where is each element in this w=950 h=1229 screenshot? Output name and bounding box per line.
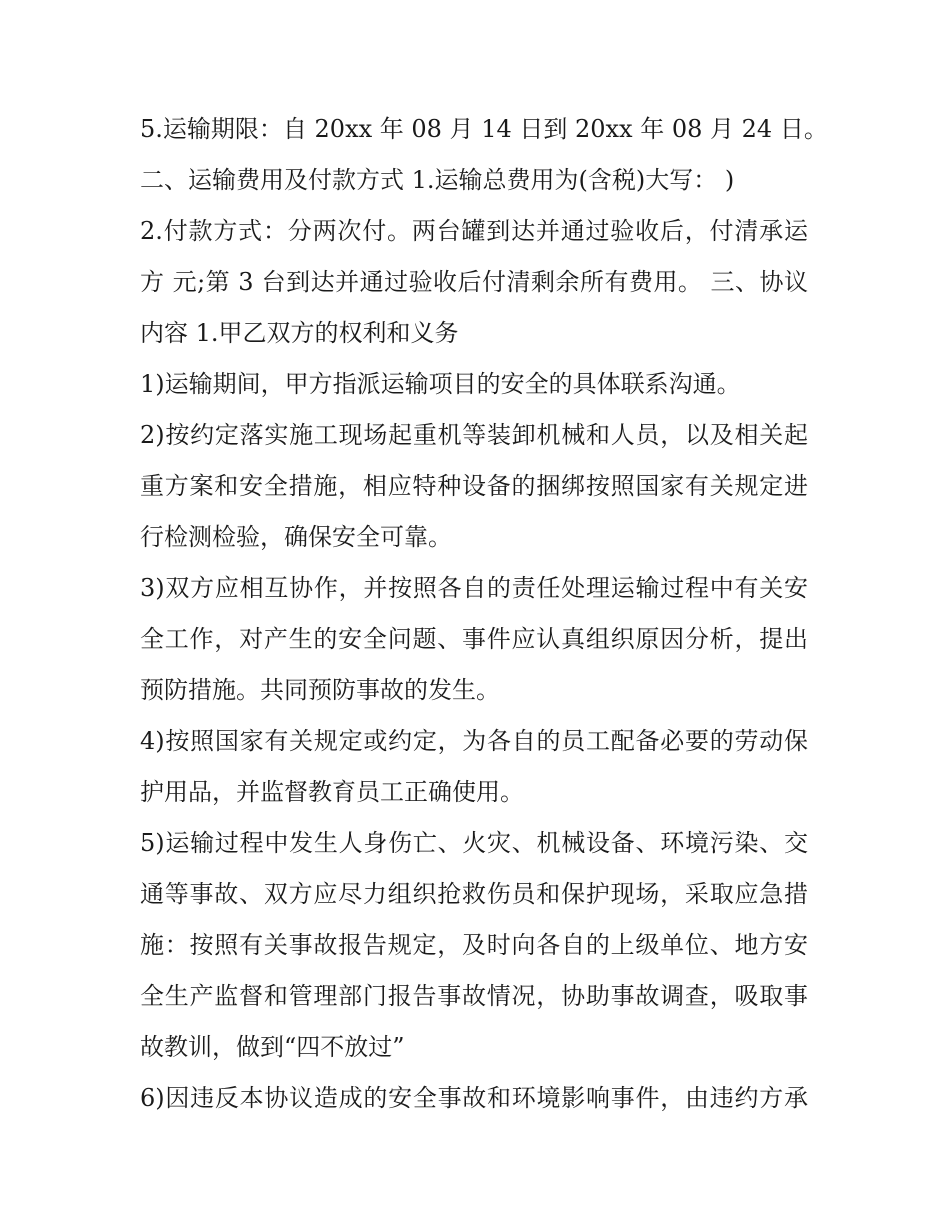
- text-line: 重方案和安全措施，相应特种设备的捆绑按照国家有关规定进: [140, 472, 808, 500]
- text-line: 通等事故、双方应尽力组织抢救伤员和保护现场，采取应急措: [140, 880, 808, 908]
- text-line: 预防措施。共同预防事故的发生。: [140, 676, 500, 704]
- text-line: 行检测检验，确保安全可靠。: [140, 523, 452, 551]
- text-line: 内容 1.甲乙双方的权利和义务: [140, 319, 459, 347]
- text-line: 5)运输过程中发生人身伤亡、火灾、机械设备、环境污染、交: [140, 829, 808, 857]
- text-line: 1)运输期间，甲方指派运输项目的安全的具体联系沟通。: [140, 370, 741, 398]
- text-line: 方 元;第 3 台到达并通过验收后付清剩余所有费用。 三、协议: [140, 268, 808, 296]
- text-line: 全生产监督和管理部门报告事故情况，协助事故调查，吸取事: [140, 982, 808, 1010]
- text-line: 3)双方应相互协作，并按照各自的责任处理运输过程中有关安: [140, 574, 808, 602]
- text-line: 施：按照有关事故报告规定，及时向各自的上级单位、地方安: [140, 931, 808, 959]
- text-line: 2.付款方式：分两次付。两台罐到达并通过验收后，付清承运: [140, 217, 808, 245]
- text-line: 全工作，对产生的安全问题、事件应认真组织原因分析，提出: [140, 625, 808, 653]
- text-line: 2)按约定落实施工现场起重机等装卸机械和人员，以及相关起: [140, 421, 808, 449]
- text-line: 5.运输期限：自 20xx 年 08 月 14 日到 20xx 年 08 月 24 日。: [140, 115, 828, 143]
- text-line: 6)因违反本协议造成的安全事故和环境影响事件，由违约方承: [140, 1084, 808, 1112]
- text-line: 二、运输费用及付款方式 1.运输总费用为(含税)大写： ): [140, 166, 735, 194]
- text-line: 故教训，做到“四不放过”: [140, 1033, 405, 1061]
- document-body: [140, 104, 828, 1124]
- text-line: 4)按照国家有关规定或约定，为各自的员工配备必要的劳动保: [140, 727, 808, 755]
- text-line: 护用品，并监督教育员工正确使用。: [140, 778, 524, 806]
